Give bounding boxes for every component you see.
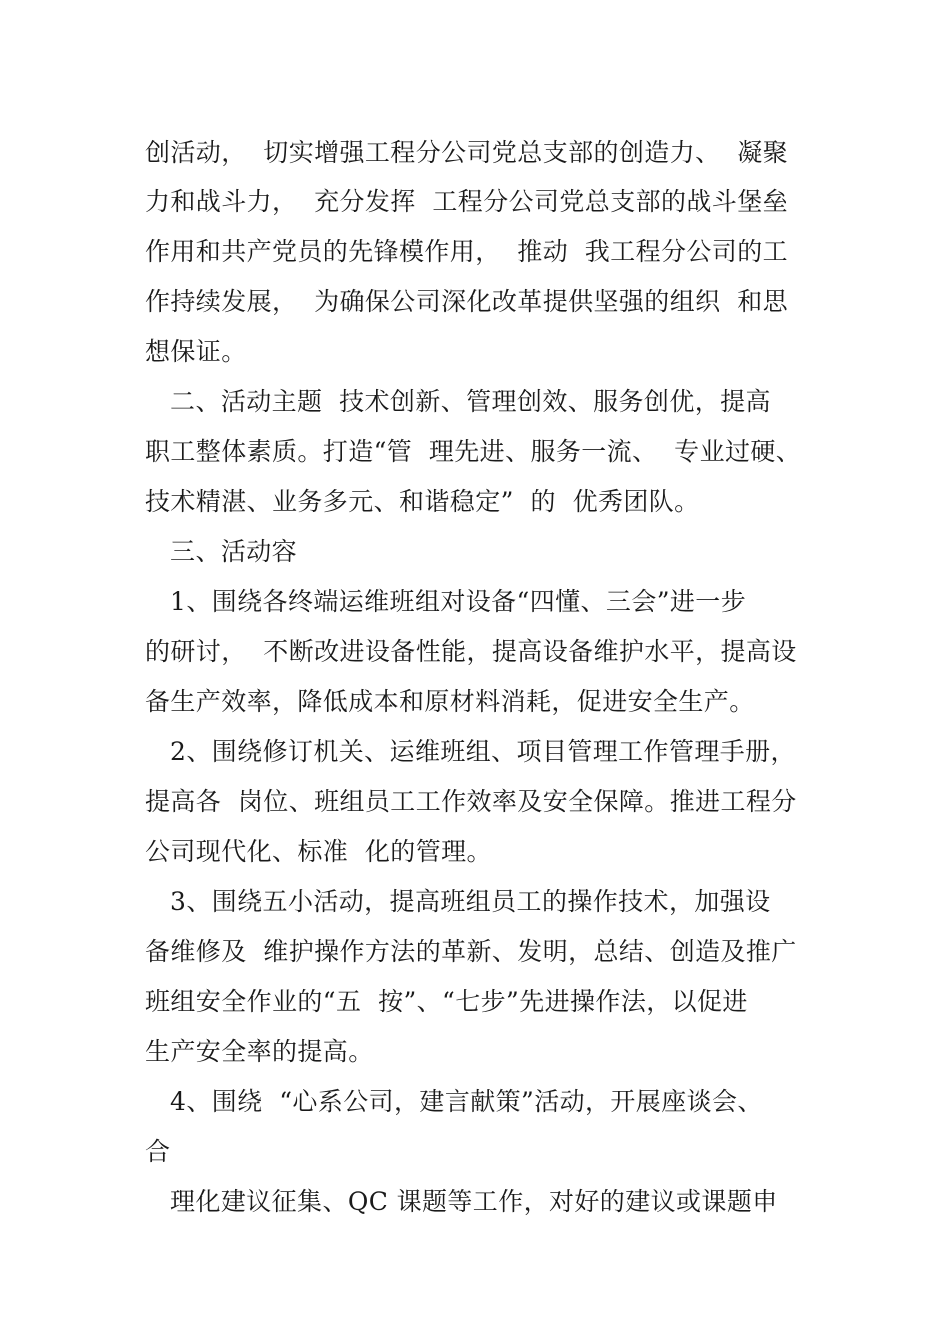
list-item-3: 3、围绕五小活动，提高班组员工的操作技术，加强设	[145, 887, 771, 916]
text-line: 创活动， 切实增强工程分公司党总支部的创造力、 凝聚	[145, 138, 788, 167]
text-line: 班组安全作业的“五 按”、“七步”先进操作法，以促进	[145, 987, 748, 1016]
text-line: 提高各 岗位、班组员工工作效率及安全保障。推进工程分	[145, 787, 797, 816]
text-line: 技术精湛、业务多元、和谐稳定” 的 优秀团队。	[145, 487, 700, 516]
text-line: 的研讨， 不断改进设备性能，提高设备维护水平，提高设	[145, 637, 797, 666]
text-line: 想保证。	[145, 337, 247, 366]
section-heading-content: 三、活动容	[145, 537, 298, 566]
text-line: 职工整体素质。打造“管 理先进、服务一流、 专业过硬、	[145, 437, 802, 466]
list-item-4: 4、围绕 “心系公司，建言献策”活动，开展座谈会、	[145, 1087, 763, 1116]
text-line: 备生产效率，降低成本和原材料消耗，促进安全生产。	[145, 687, 755, 716]
text-line: 作用和共产党员的先锋模作用， 推动 我工程分公司的工	[145, 237, 788, 266]
text-line: 备维修及 维护操作方法的革新、发明，总结、创造及推广	[145, 937, 797, 966]
text-line: 合	[145, 1137, 171, 1166]
text-line: 理化建议征集、QC 课题等工作，对好的建议或课题申	[145, 1187, 778, 1216]
text-line: 生产安全率的提高。	[145, 1037, 374, 1066]
list-item-2: 2、围绕修订机关、运维班组、项目管理工作管理手册，	[145, 737, 796, 766]
list-item-1: 1、围绕各终端运维班组对设备“四懂、三会”进一步	[145, 587, 747, 616]
section-heading-theme: 二、活动主题 技术创新、管理创效、服务创优，提高	[145, 387, 771, 416]
text-line: 力和战斗力， 充分发挥 工程分公司党总支部的战斗堡垒	[145, 187, 788, 216]
text-line: 作持续发展， 为确保公司深化改革提供坚强的组织 和思	[145, 287, 788, 316]
text-line: 公司现代化、标准 化的管理。	[145, 837, 492, 866]
